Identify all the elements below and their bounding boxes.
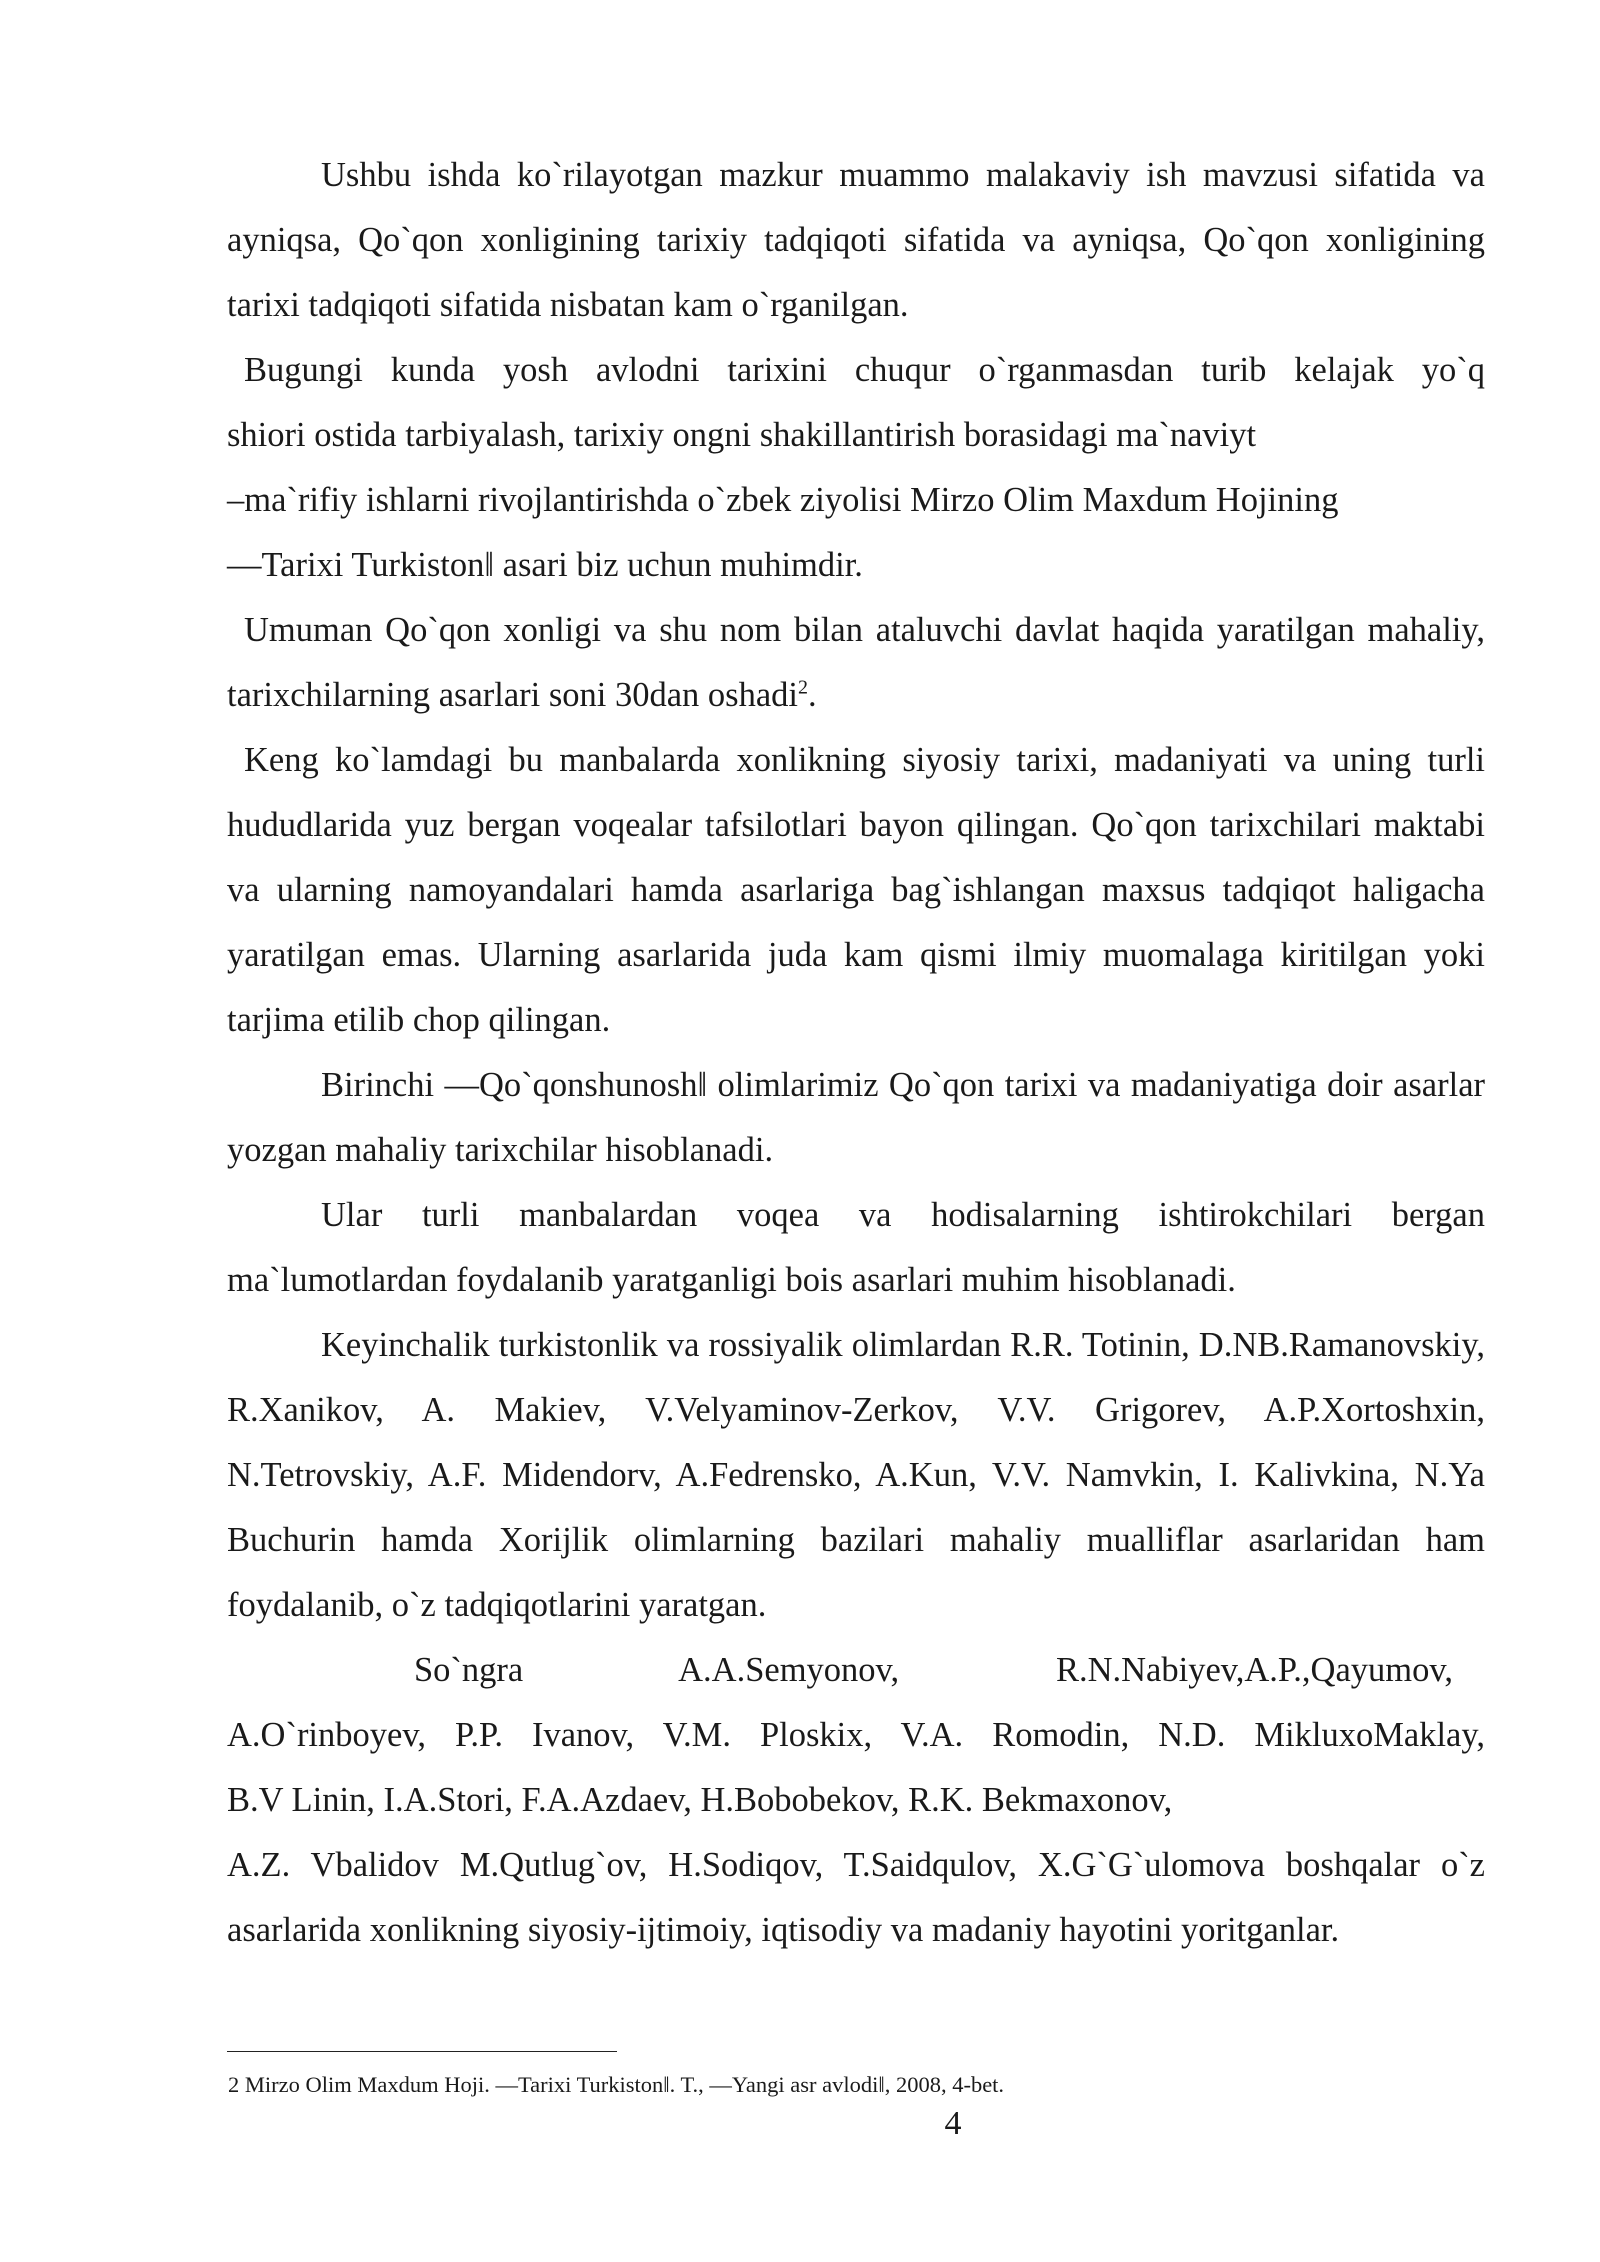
paragraph-7: Keyinchalik turkistonlik va rossiyalik olimlardan R.R. Totinin, D.NB.Ramanovskiy, R.Xanikov, A. Makiev, V.Velyaminov-Zerkov, V.V. Grigorev, A.P.Xortoshxin, N.Tetrovskiy, A.F. Midendorv, A.Fedrensko, A.Kun, V.V. Namvkin, I. Kalivkina, N.Ya Buchurin hamda Xorijlik olimlarning bazilari mahaliy mualliflar asarlaridan ham foydalanib, o`z tadqiqotlarini yaratgan. <box>227 1326 1485 1624</box>
paragraph-8-line-4: A.Z. Vbalidov M.Qutlug`ov, H.Sodiqov, T.Saidqulov, X.G`G`ulomova boshqalar o`z asarlarida xonlikning siyosiy-ijtimoiy, iqtisodiy va madaniy hayotini yoritganlar. <box>227 1846 1485 1949</box>
paragraph-2-line-3: –ma`rifiy ishlarni rivojlantirishda o`zbek ziyolisi Mirzo Olim Maxdum Hojining <box>227 481 1339 519</box>
paragraph-8-line-3: B.V Linin, I.A.Stori, F.A.Azdaev, H.Bobobekov, R.K. Bekmaxonov, <box>227 1781 1173 1819</box>
document-body <box>227 143 1485 1963</box>
paragraph-2-line-1: Bugungi kunda yosh avlodni tarixini chuqur o`rganmasdan turib kelajak yo`q <box>244 351 1485 389</box>
paragraph-8-line-2: A.O`rinboyev, P.P. Ivanov, V.M. Ploskix, V.A. Romodin, N.D. MikluxoMaklay, <box>227 1716 1485 1754</box>
paragraph-6: Ular turli manbalardan voqea va hodisalarning ishtirokchilari bergan ma`lumotlardan foydalanib yaratganligi bois asarlari muhim hisoblanadi. <box>227 1196 1485 1299</box>
footnote-separator <box>227 2051 617 2052</box>
paragraph-3-text: Umuman Qo`qon xonligi va shu nom bilan ataluvchi davlat haqida yaratilgan mahaliy, tarixchilarning asarlari soni 30dan oshadi <box>227 611 1485 714</box>
paragraph-2-line-4: ―Tarixi Turkiston‖ asari biz uchun muhimdir. <box>227 546 863 584</box>
paragraph-8-line-1: So`ngra A.A.Semyonov, R.N.Nabiyev,A.P.,Qayumov, <box>414 1651 1453 1689</box>
paragraph-3 <box>227 598 1485 728</box>
footnote: 2 Mirzo Olim Maxdum Hoji. ―Tarixi Turkiston‖. T., ―Yangi asr avlodi‖, 2008, 4-bet. <box>228 2072 1005 2097</box>
paragraph-5: Birinchi ―Qo`qonshunosh‖ olimlarimiz Qo`qon tarixi va madaniyatiga doir asarlar yozgan mahaliy tarixchilar hisoblanadi. <box>227 1066 1485 1169</box>
paragraph-1: Ushbu ishda ko`rilayotgan mazkur muammo malakaviy ish mavzusi sifatida va ayniqsa, Qo`qon xonligining tarixiy tadqiqoti sifatida va ayniqsa, Qo`qon xonligining tarixi tadqiqoti sifatida nisbatan kam o`rganilgan. <box>227 156 1485 324</box>
paragraph-8 <box>227 1638 1485 1963</box>
page-number: 4 <box>944 2105 962 2142</box>
paragraph-4: Keng ko`lamdagi bu manbalarda xonlikning siyosiy tarixi, madaniyati va uning turli hududlarida yuz bergan voqealar tafsilotlari bayon qilingan. Qo`qon tarixchilari maktabi va ularning namoyandalari hamda asarlariga bag`ishlangan maxsus tadqiqot haligacha yaratilgan emas. Ularning asarlarida juda kam qismi ilmiy muomalaga kiritilgan yoki tarjima etilib chop qilingan. <box>227 741 1485 1039</box>
paragraph-2 <box>227 338 1485 598</box>
paragraph-3-end: . <box>808 676 817 714</box>
paragraph-2-line-2: shiori ostida tarbiyalash, tarixiy ongni shakillantirish borasidagi ma`naviyt <box>227 416 1257 454</box>
footnote-reference: 2 <box>798 676 809 699</box>
